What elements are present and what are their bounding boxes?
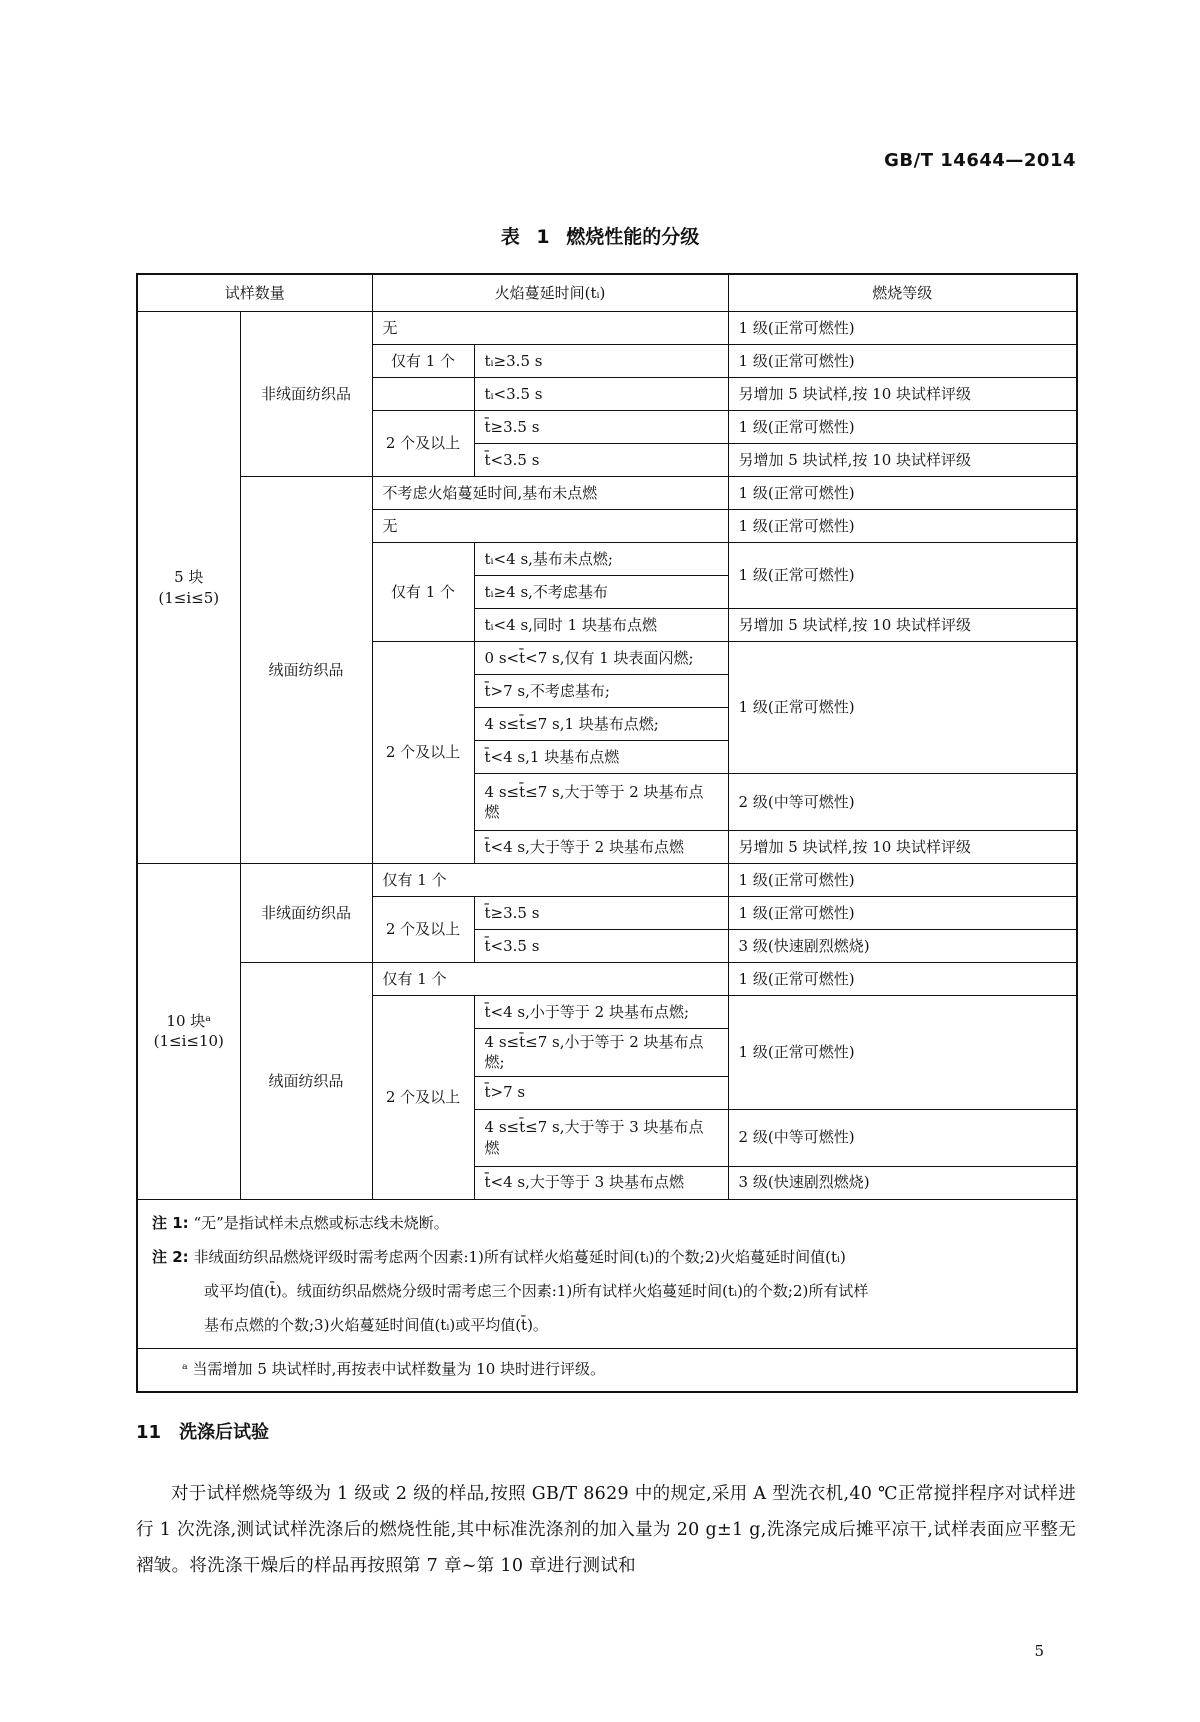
condition-cell: t̄>7 s,不考虑基布; [474, 675, 728, 708]
empty-cell [372, 378, 474, 411]
note-1-text: “无”是指试样未点燃或标志线未烧断。 [193, 1213, 449, 1232]
count-condition-cell: 2 个及以上 [372, 642, 474, 864]
standard-code: GB/T 14644—2014 [884, 150, 1076, 171]
condition-cell: 无 [372, 510, 728, 543]
note-2-line-2: 或平均值(t̄)。绒面纺织品燃烧分级时需考虑三个因素:1)所有试样火焰蔓延时间(tᵢ)的个数;2)所有试样 [204, 1281, 869, 1300]
grade-cell: 1 级(正常可燃性) [728, 345, 1077, 378]
condition-cell: 4 s≤t̄≤7 s,小于等于 2 块基布点燃; [474, 1029, 728, 1077]
count-range: (1≤i≤5) [158, 588, 220, 607]
table-header-row [137, 274, 1077, 312]
note-2-line-3: 基布点燃的个数;3)火焰蔓延时间值(tᵢ)或平均值(t̄)。 [204, 1315, 548, 1334]
grade-cell: 1 级(正常可燃性) [728, 543, 1077, 609]
condition-cell: tᵢ≥3.5 s [474, 345, 728, 378]
header-flame-spread-time: 火焰蔓延时间(tᵢ) [372, 274, 728, 312]
table-row [137, 864, 1077, 897]
fabric-type-nonpile: 非绒面纺织品 [240, 312, 372, 477]
count-condition-cell: 2 个及以上 [372, 897, 474, 963]
condition-cell: 4 s≤t̄≤7 s,大于等于 2 块基布点燃 [474, 774, 728, 831]
count-range: (1≤i≤10) [153, 1032, 224, 1051]
grade-cell: 1 级(正常可燃性) [728, 963, 1077, 996]
note-1-label: 注 1: [152, 1213, 189, 1232]
table-row [137, 312, 1077, 345]
header-sample-count: 试样数量 [137, 274, 372, 312]
table-notes-row [137, 1199, 1077, 1348]
grade-cell: 2 级(中等可燃性) [728, 1109, 1077, 1166]
grade-cell: 1 级(正常可燃性) [728, 897, 1077, 930]
condition-cell: t̄<4 s,大于等于 2 块基布点燃 [474, 831, 728, 864]
table-notes [137, 1199, 1077, 1348]
note-2-line-1: 非绒面纺织品燃烧评级时需考虑两个因素:1)所有试样火焰蔓延时间(tᵢ)的个数;2)火焰蔓延时间值(tᵢ) [193, 1247, 846, 1266]
condition-cell: 不考虑火焰蔓延时间,基布未点燃 [372, 477, 728, 510]
header-burning-grade: 燃烧等级 [728, 274, 1077, 312]
sample-count-10 [137, 864, 240, 1200]
grade-cell: 3 级(快速剧烈燃烧) [728, 930, 1077, 963]
grade-cell: 1 级(正常可燃性) [728, 864, 1077, 897]
section-title: 洗涤后试验 [179, 1422, 270, 1443]
grade-cell: 1 级(正常可燃性) [728, 642, 1077, 774]
note-2 [152, 1240, 1062, 1274]
grade-cell: 2 级(中等可燃性) [728, 774, 1077, 831]
count-condition-cell: 2 个及以上 [372, 411, 474, 477]
flammability-grading-table [136, 273, 1078, 1393]
table-title: 表 1 燃烧性能的分级 [500, 226, 700, 248]
section-paragraph: 对于试样燃烧等级为 1 级或 2 级的样品,按照 GB/T 8629 中的规定,采用 A 型洗衣机,40 ℃正常搅拌程序对试样进行 1 次洗涤,测试试样洗涤后的燃烧性能,其中标准洗涤剂的加入量为 20 g±1 g,洗涤完成后摊平凉干,试样表面应平整无褶皱。将洗涤干燥后的样品再按照第 7 章~第 10 章进行测试和 [136, 1484, 1076, 1576]
condition-cell: t̄≥3.5 s [474, 411, 728, 444]
grade-cell: 另增加 5 块试样,按 10 块试样评级 [728, 609, 1077, 642]
fabric-type-nonpile: 非绒面纺织品 [240, 864, 372, 963]
table-footnote: ᵃ 当需增加 5 块试样时,再按表中试样数量为 10 块时进行评级。 [137, 1348, 1077, 1392]
condition-cell: tᵢ<3.5 s [474, 378, 728, 411]
condition-cell: tᵢ<4 s,基布未点燃; [474, 543, 728, 576]
condition-cell: t̄<3.5 s [474, 930, 728, 963]
section-heading [136, 1418, 269, 1444]
count-label: 5 块 [174, 568, 204, 587]
condition-cell: tᵢ<4 s,同时 1 块基布点燃 [474, 609, 728, 642]
grade-cell: 1 级(正常可燃性) [728, 996, 1077, 1110]
fabric-type-pile: 绒面纺织品 [240, 477, 372, 864]
page-number: 5 [1034, 1642, 1044, 1660]
count-condition-cell: 仅有 1 个 [372, 543, 474, 642]
condition-cell: 无 [372, 312, 728, 345]
grade-cell: 另增加 5 块试样,按 10 块试样评级 [728, 378, 1077, 411]
condition-cell: t̄<4 s,小于等于 2 块基布点燃; [474, 996, 728, 1029]
count-condition-cell: 仅有 1 个 [372, 345, 474, 378]
condition-cell: 仅有 1 个 [372, 864, 728, 897]
sample-count-5 [137, 312, 240, 864]
note-2-label: 注 2: [152, 1247, 189, 1266]
condition-cell: 0 s<t̄<7 s,仅有 1 块表面闪燃; [474, 642, 728, 675]
condition-cell: 4 s≤t̄≤7 s,1 块基布点燃; [474, 708, 728, 741]
section-number: 11 [136, 1422, 162, 1443]
condition-cell: tᵢ≥4 s,不考虑基布 [474, 576, 728, 609]
grade-cell: 1 级(正常可燃性) [728, 510, 1077, 543]
condition-cell: 4 s≤t̄≤7 s,大于等于 3 块基布点燃 [474, 1109, 728, 1166]
note-1 [152, 1206, 1062, 1240]
grade-cell: 1 级(正常可燃性) [728, 477, 1077, 510]
condition-cell: t̄<3.5 s [474, 444, 728, 477]
table-row [137, 477, 1077, 510]
grade-cell: 1 级(正常可燃性) [728, 312, 1077, 345]
grade-cell: 另增加 5 块试样,按 10 块试样评级 [728, 444, 1077, 477]
fabric-type-pile: 绒面纺织品 [240, 963, 372, 1200]
condition-cell: t̄>7 s [474, 1076, 728, 1109]
condition-cell: t̄<4 s,1 块基布点燃 [474, 741, 728, 774]
condition-cell: t̄≥3.5 s [474, 897, 728, 930]
grade-cell: 3 级(快速剧烈燃烧) [728, 1166, 1077, 1199]
count-label: 10 块ᵃ [166, 1012, 212, 1030]
grade-cell: 1 级(正常可燃性) [728, 411, 1077, 444]
grade-cell: 另增加 5 块试样,按 10 块试样评级 [728, 831, 1077, 864]
table-footnote-row [137, 1348, 1077, 1392]
count-condition-cell: 2 个及以上 [372, 996, 474, 1200]
condition-cell: 仅有 1 个 [372, 963, 728, 996]
condition-cell: t̄<4 s,大于等于 3 块基布点燃 [474, 1166, 728, 1199]
table-row [137, 963, 1077, 996]
